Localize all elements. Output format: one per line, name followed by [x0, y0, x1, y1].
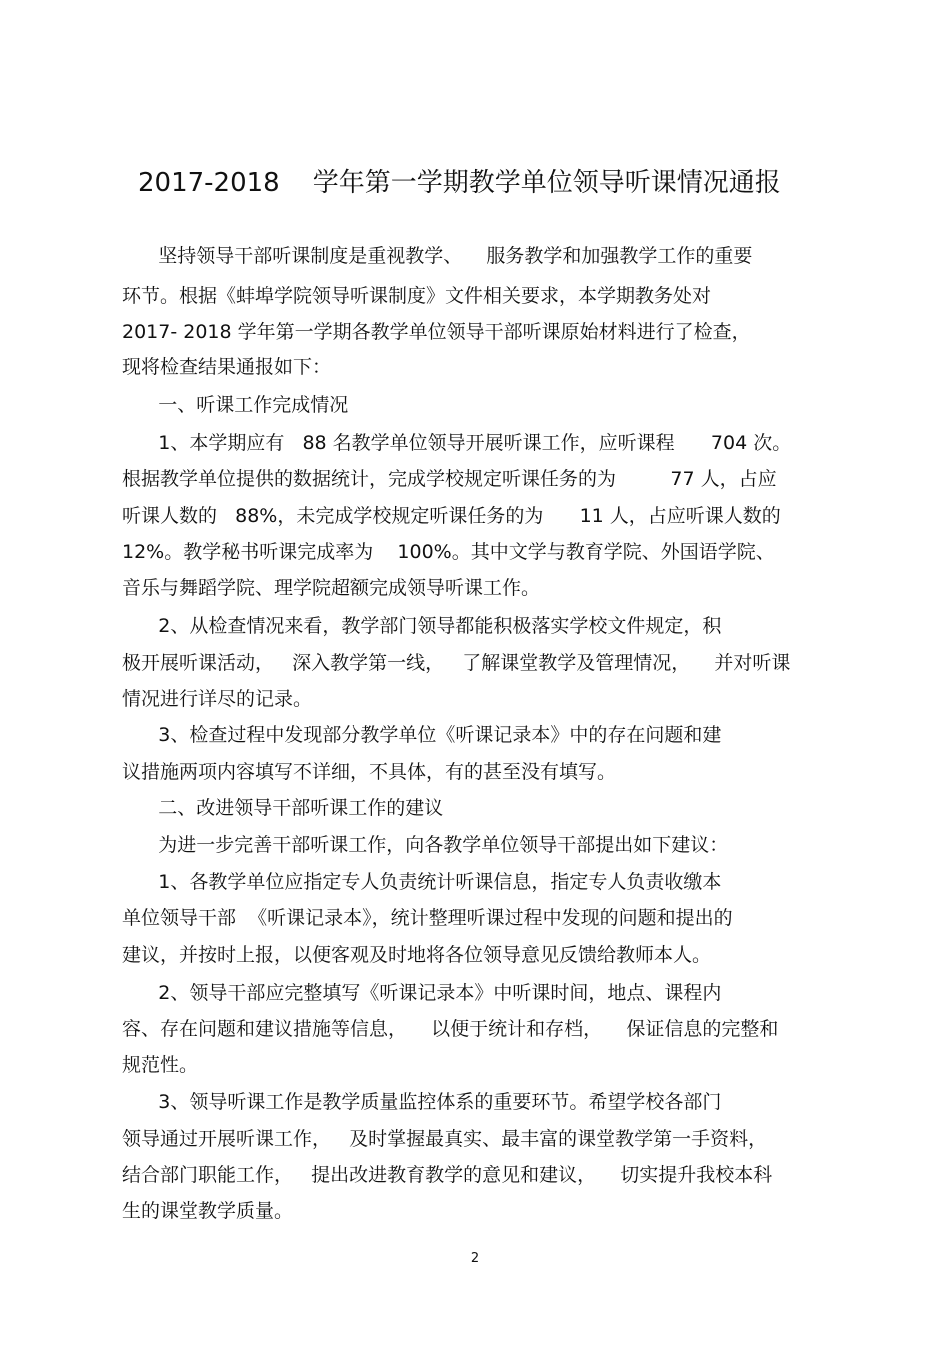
text-line: 领导通过开展听课工作， 及时掌握最真实、最丰富的课堂教学第一手资料，: [122, 1128, 768, 1150]
text-line: 坚持领导干部听课制度是重视教学、 服务教学和加强教学工作的重要: [122, 245, 753, 267]
section-heading: 二、改进领导干部听课工作的建议: [122, 797, 444, 819]
text-line: 3、检查过程中发现部分教学单位《听课记录本》中的存在问题和建: [122, 724, 722, 746]
text-line: 建议，并按时上报，以便客观及时地将各位领导意见反馈给教师本人。: [122, 944, 712, 966]
text-line: 2、领导干部应完整填写《听课记录本》中听课时间，地点、课程内: [122, 982, 722, 1004]
text-line: 1、各教学单位应指定专人负责统计听课信息，指定专人负责收缴本: [122, 871, 722, 893]
text-line: 1、本学期应有 88 名教学单位领导开展听课工作，应听课程 704 次。: [122, 432, 792, 454]
text-line: 环节。根据《蚌埠学院领导听课制度》文件相关要求，本学期教务处对: [122, 285, 712, 307]
text-line: 12%。教学秘书听课完成率为 100%。其中文学与教育学院、外国语学院、: [122, 541, 775, 563]
text-line: 极开展听课活动， 深入教学第一线， 了解课堂教学及管理情况， 并对听课: [122, 652, 791, 674]
section-heading: 一、听课工作完成情况: [122, 394, 349, 416]
text-line: 生的课堂教学质量。: [122, 1200, 294, 1222]
text-line: 3、领导听课工作是教学质量监控体系的重要环节。希望学校各部门: [122, 1091, 722, 1113]
text-line: 听课人数的 88%，未完成学校规定听课任务的为 11 人，占应听课人数的: [122, 505, 781, 527]
text-line: 为进一步完善干部听课工作，向各教学单位领导干部提出如下建议：: [122, 834, 729, 856]
text-line: 单位领导干部 《听课记录本》，统计整理听课过程中发现的问题和提出的: [122, 907, 733, 929]
text-line: 议措施两项内容填写不详细，不具体，有的甚至没有填写。: [122, 761, 617, 783]
document-title: 2017-2018 学年第一学期教学单位领导听课情况通报: [138, 168, 781, 198]
text-line: 现将检查结果通报如下：: [122, 356, 332, 378]
text-line: 情况进行详尽的记录。: [122, 688, 313, 710]
text-line: 音乐与舞蹈学院、理学院超额完成领导听课工作。: [122, 577, 541, 599]
page-number: 2: [470, 1251, 480, 1266]
text-line: 容、存在问题和建议措施等信息， 以便于统计和存档， 保证信息的完整和: [122, 1018, 779, 1040]
text-line: 结合部门职能工作， 提出改进教育教学的意见和建议， 切实提升我校本科: [122, 1164, 773, 1186]
text-line: 规范性。: [122, 1054, 199, 1076]
text-line: 2、从检查情况来看，教学部门领导都能积极落实学校文件规定，积: [122, 615, 722, 637]
text-line: 根据教学单位提供的数据统计，完成学校规定听课任务的为 77 人，占应: [122, 468, 777, 490]
text-line: 2017- 2018 学年第一学期各教学单位领导干部听课原始材料进行了检查，: [122, 321, 751, 343]
